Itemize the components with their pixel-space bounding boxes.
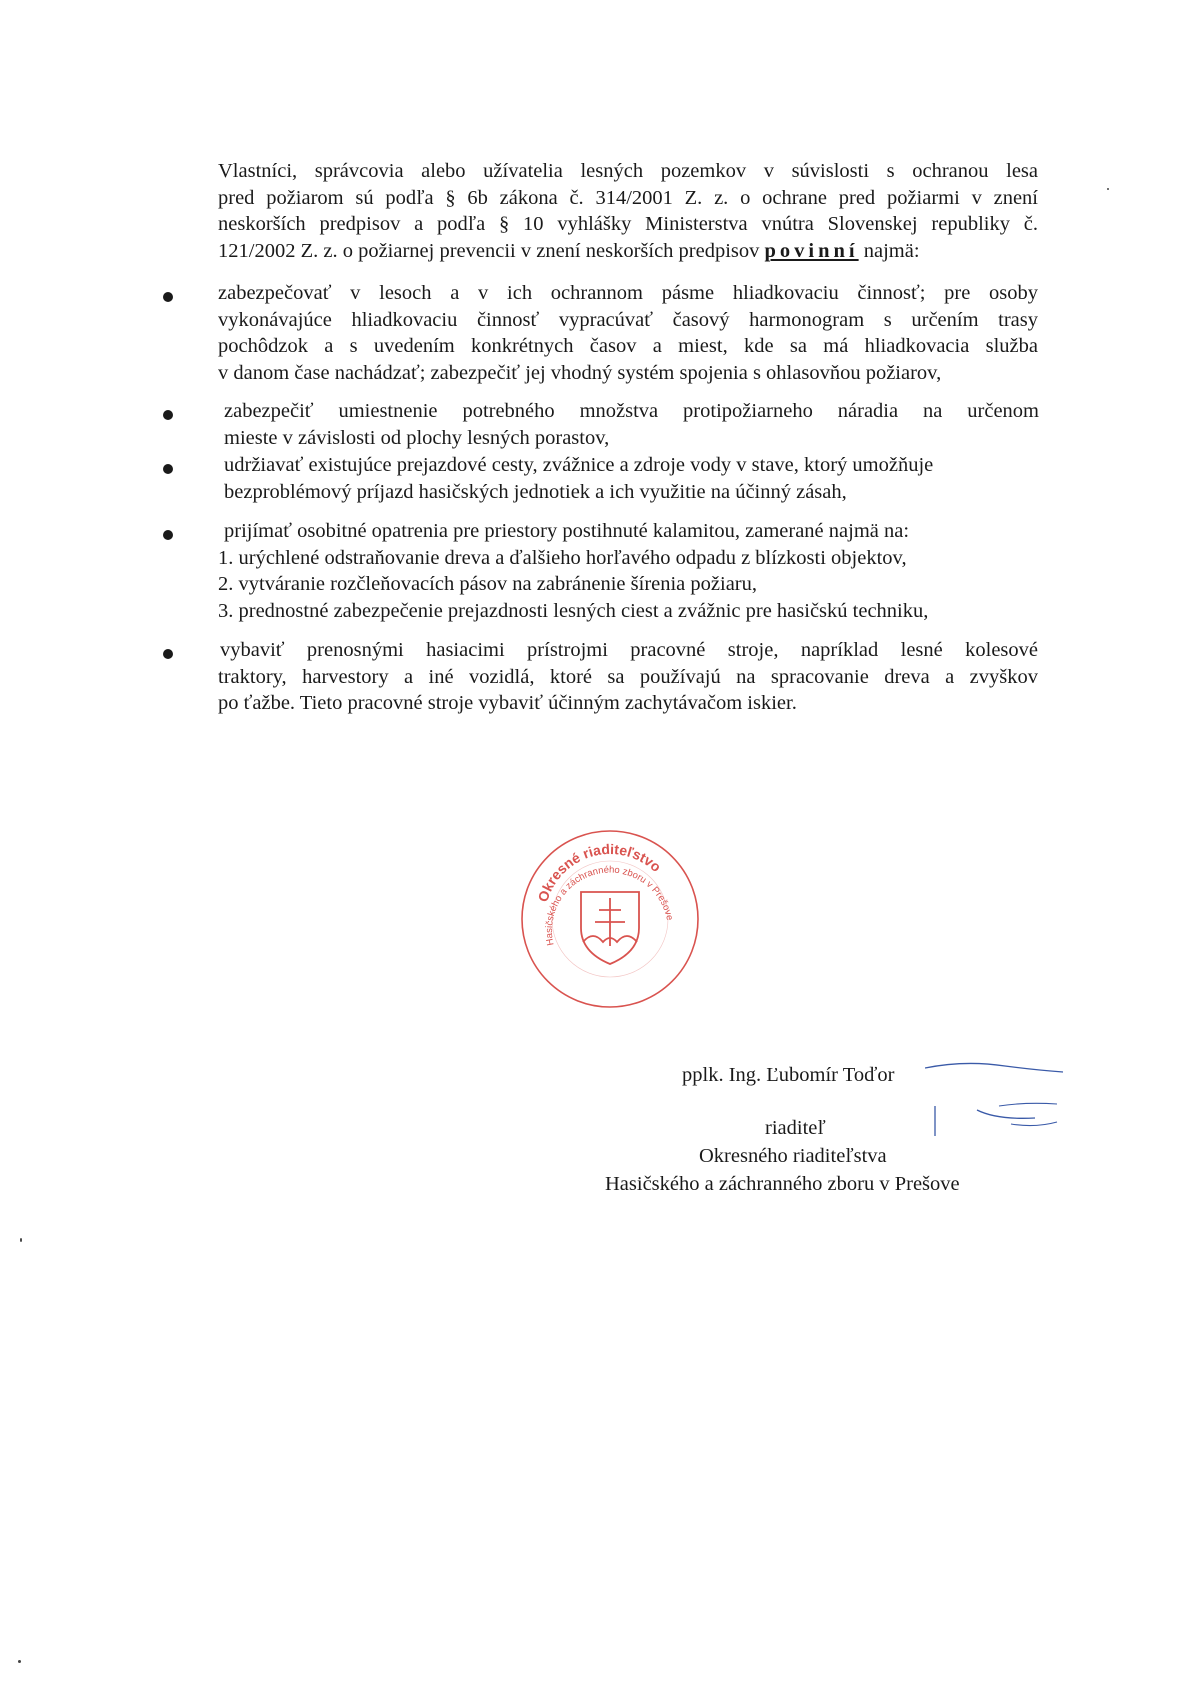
list-item-line: v danom čase nachádzať; zabezpečiť jej vhodný systém spojenia s ohlasovňou požiarov, — [218, 361, 942, 384]
list-item — [218, 637, 1038, 717]
intro-line: Vlastníci, správcovia alebo užívatelia lesných pozemkov v súvislosti s ochranou lesa — [218, 160, 1038, 182]
list-item — [218, 280, 1038, 386]
list-item-line: vykonávajúce hliadkovaciu činnosť vypracúvať časový harmonogram s určením trasy — [218, 308, 1038, 331]
list-item-line: 3. prednostné zabezpečenie prejazdnosti lesných ciest a zvážnic pre hasičskú techniku, — [218, 599, 929, 622]
list-item-line: po ťažbe. Tieto pracovné stroje vybaviť účinným zachytávačom iskier. — [218, 692, 797, 714]
intro-line-last — [218, 238, 1038, 265]
list-item-line: pochôdzok a s uvedením konkrétnych časov a miest, kde sa má hliadkovacia služba — [218, 335, 1038, 357]
list-item-line: zabezpečovať v lesoch a v ich ochrannom pásme hliadkovaciu činnosť; pre osoby — [218, 282, 1038, 304]
bullet-icon — [163, 649, 173, 659]
intro-tail: najmä: — [863, 239, 920, 262]
list-item-line: vybaviť prenosnými hasiacimi prístrojmi pracovné stroje, napríklad lesné kolesové — [220, 639, 1038, 661]
signatory-org-line2: Hasičského a záchranného zboru v Prešove — [605, 1173, 960, 1195]
scan-speck — [18, 1660, 21, 1663]
scan-speck — [20, 1238, 22, 1242]
list-item-line: traktory, harvestory a iné vozidlá, ktoré sa používajú na spracovanie dreva a zvyškov — [218, 665, 1038, 688]
list-item — [218, 518, 1038, 624]
bullet-icon — [163, 410, 173, 420]
handwritten-signature — [925, 1058, 1065, 1148]
intro-line: 121/2002 Z. z. o požiarnej prevencii v znení neskorších predpisov — [218, 239, 760, 262]
list-item-line: udržiavať existujúce prejazdové cesty, zvážnice a zdroje vody v stave, ktorý umožňuje — [224, 454, 934, 476]
list-item — [224, 398, 1039, 451]
list-item-line: bezproblémový príjazd hasičských jednotiek a ich využitie na účinný zásah, — [224, 480, 847, 503]
intro-line: pred požiarom sú podľa § 6b zákona č. 314/2001 Z. z. o ochrane pred požiarmi v znení — [218, 186, 1038, 209]
list-item — [224, 452, 1039, 505]
intro-line: neskorších predpisov a podľa § 10 vyhlášky Ministerstva vnútra Slovenskej republiky č. — [218, 213, 1038, 235]
bullet-icon — [163, 464, 173, 474]
scan-speck — [1107, 188, 1109, 190]
stamp-outer-path: Okresné riaditeľstvo — [534, 840, 665, 904]
list-item-line: prijímať osobitné opatrenia pre priestory postihnuté kalamitou, zamerané najmä na: — [224, 520, 910, 542]
coat-of-arms-icon — [581, 892, 639, 964]
list-item-line: mieste v závislosti od plochy lesných porastov, — [224, 426, 610, 449]
bullet-icon — [163, 530, 173, 540]
list-item-line: 1. urýchlené odstraňovanie dreva a ďalšieho horľavého odpadu z blízkosti objektov, — [218, 546, 907, 569]
signatory-title: riaditeľ — [765, 1117, 826, 1139]
list-item-line: 2. vytváranie rozčleňovacích pásov na zabránenie šírenia požiaru, — [218, 573, 758, 595]
signatory-name: pplk. Ing. Ľubomír Toďor — [682, 1064, 895, 1086]
stamp-inner-path: Hasičského a záchranného zboru v Prešove — [543, 864, 676, 947]
intro-paragraph — [218, 158, 1038, 264]
bullet-icon — [163, 292, 173, 302]
list-item-line: zabezpečiť umiestnenie potrebného množstva protipožiarneho náradia na určenom — [224, 400, 1039, 422]
signatory-org-line1: Okresného riaditeľstva — [699, 1145, 887, 1167]
emphasis-povinni: povinní — [764, 239, 859, 262]
official-stamp — [515, 824, 705, 1014]
